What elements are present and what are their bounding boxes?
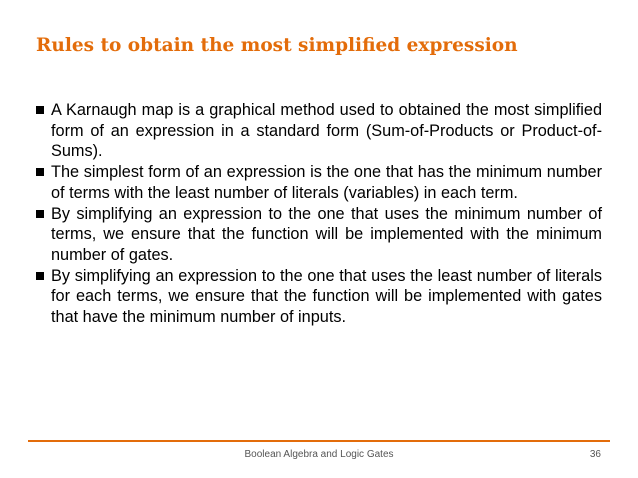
footer-divider: [28, 440, 610, 442]
bullet-item: [36, 204, 602, 266]
slide-title: Rules to obtain the most simplified expression: [36, 35, 518, 56]
bullet-text: By simplifying an expression to the one that uses the minimum number of terms, we ensure that the function will be implemented with the minimum number of gates.: [51, 204, 602, 264]
bullet-text: The simplest form of an expression is the one that has the minimum number of terms with the least number of literals (variables) in each term.: [51, 163, 602, 202]
bullet-text: By simplifying an expression to the one that uses the least number of literals for each terms, we ensure that the function will be implemented with gates that have the minimum number of inputs.: [51, 266, 602, 327]
square-bullet-icon: [36, 106, 44, 114]
bullet-item: [36, 100, 602, 162]
bullet-item: [36, 162, 602, 203]
square-bullet-icon: [36, 272, 44, 280]
bullet-list: [36, 100, 602, 328]
footer-title: Boolean Algebra and Logic Gates: [244, 449, 394, 460]
square-bullet-icon: [36, 210, 44, 218]
bullet-item: [36, 266, 602, 328]
square-bullet-icon: [36, 168, 44, 176]
page-number: 36: [589, 449, 601, 460]
bullet-text: A Karnaugh map is a graphical method used to obtained the most simplified form of an expression in a standard form (Sum-of-Products or Product-of-Sums).: [51, 101, 602, 161]
